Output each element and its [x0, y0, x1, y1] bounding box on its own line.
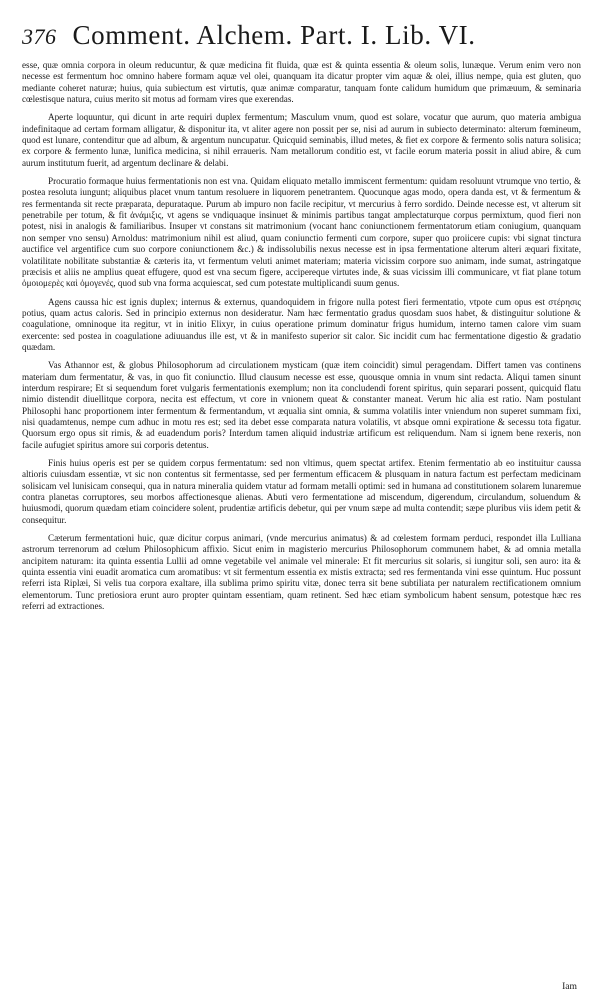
paragraph: Vas Athannor est, & globus Philosophorum ad circulationem mysticam (quæ item coincidit) simul peragendam. Differt tamen vas continens materiam dum fermentatur, & vas, in quo fit coniunctio. Illud clausum necesse est esse, quousque omnia in vnum sint redacta. Aliqui tamen sinunt interdum respirare; Et si sequendum foret vulgaris fermentationis exemplum; non ita concludendi forent spiritus, quin separari possent, quicquid flatu nimio distendit diuellitque corpora, necita est effectum, vt core in vnionem queat & constanter maneat. Verum hic alia est ratio. Nam postulant Philosophi hanc proportionem inter fermentum & fermentandum, vt æqualia sint omnia, & summa volatilis inter vniendum non superet summam fixi, nisi quadamtenus, nempe cum adhuc in motu res est; sed ita debet esse comparata natura volatilis, vt absque omni expiratione & secessu tota figatur. Quorsum ergo opus sit rimis, & ad euadendum poris? Interdum tamen aliquid industriæ artificum est reliquendum. Nam si ignem bene rexeris, non facile aufugiet spiritus amore sui corporis detentus.: [22, 360, 581, 450]
page-header: [22, 20, 581, 54]
paragraph: esse, quæ omnia corpora in oleum reducuntur, & quæ medicina fit fluida, quæ est & quinta essentia & oleum solis, lunæque. Verum enim vero non necesse est fermentum hoc omnino habere formam aquæ vel olei, quanquam ita dicatur propter vim aquæ & olei, illius nempe, quia est gluten, quo mediante coheret naturæ; huius, quia subiectum est virtutis, quæ animæ comparatur, tanquam fonte calidum humidum que primæuum, & seminaria cœlestisque natura, cuius merito sit motus ad formam vires que exerendas.: [22, 60, 581, 105]
paragraph: Finis huius operis est per se quidem corpus fermentatum: sed non vltimus, quem spectat artifex. Etenim fermentatio ab eo instituitur caussa altioris cuiusdam essentiæ, vt sic non contentus sit fermentasse, sed per fermentum efficacem & plusquam in natura factum est perfectam medicinam solisicam vel lunisicam consequi, qua in natura mineralia quidem vtatur ad formam metalli optimi: sed in humana ad constitutionem solarem lunaremue contra planetas corruptores, seu morbos affectionesque alienas. Abuti vero fermentatione ad miscendum, digerendum, circulandum, soluendum & huiusmodi, quorum quædam etiam coincidere solent, prudentiæ artificis debetur, qui per vnum sæpe ad multa contendit; sæpe pluribus viis idem petit & consequitur.: [22, 458, 581, 525]
page-number: 376: [22, 24, 57, 49]
text-body: [22, 60, 581, 612]
catchword: Iam: [562, 981, 577, 992]
paragraph: Aperte loquuntur, qui dicunt in arte requiri duplex fermentum; Masculum vnum, quod est solare, vocatur que aurum, quo materia ambigua indefinitaque ad certam formam alligatur, & disponitur ita, vt aliter agere non possit per se, nisi ad aurum in subiecto determinato: alterum fœmineum, quod est lunare, contenditur que ad album, & argentum nuncupatur. Quicquid seminabis, illud metes, & fiet ex corpore & fermento solis natura solisica; ex corpore & fermento lunæ, lunifica medicina, si nihil erraueris. Nam metallorum conditio est, vt facile eorum materia possit in aliud abire, & cum aurum institutum fuerit, ad argentum declinare & delabi.: [22, 112, 581, 168]
paragraph: Agens caussa hic est ignis duplex; internus & externus, quandoquidem in frigore nulla potest fieri fermentatio, vtpote cum opus est στέρησις potius, quam actus caloris. Sed in principio externus non desideratur. Nam hæc fermentatio gradus quosdam suos habet, & distinguitur solutione & coagulatione, omninoque ita regitur, vt in initio Elixyr, in cuius operatione primum dominatur frigus humidum, interno tamen calore vim suam exercente: sed postea in coagulatione adiuuandus ille est, vt & in manifesto superior sit calor. Sic incidit cum hac fermentatione digestio & gradatio quædam.: [22, 296, 581, 352]
paragraph: Cæterum fermentationi huic, quæ dicitur corpus animari, (vnde mercurius animatus) & ad cœlestem formam perduci, respondet illa Lulliana astrorum terrenorum ad cœlum Philosophicum affixio. Sicut enim in magisterio mercurius Philosophorum communem habet, & ad omnia metalla ancipitem naturam: ita quinta essentia Lullii ad omne vegetabile vel animale vel minerale: Et fit mercurius sit solaris, si iungitur soli, sen auro: ita & quinta essentia vini euadit aromatica cum aromatibus: vt sit fermentum essentia ex mistis extracta; sed res fermentanda vini esse quintum. Huc possunt referri ista Riplæi, Si velis tua corpora exaltare, illa sublima primo spiritu vitæ, donec terra sit bene subtiliata per naturalem rectificationem omnium elementorum. Tunc pretiosiora erunt auro propter quintam essentiam, quam retinent. Sed hæc etiam symbolicum habent sensum, potestque hæc res referri ad extractiones.: [22, 533, 581, 612]
paragraph: Procuratio formaque huius fermentationis non est vna. Quidam eliquato metallo immiscent fermentum: quidam resoluunt vtrumque vno tertio, & postea resoluta iungunt; aliquibus placet vnum tantum resoluere in liquorem penetrantem. Quocunque agas modo, opera danda est, vt & fermentum & res fermentanda sit recte præparata, depurataque. Purum ab impuro non facile recipitur, vt mercurius à ferro sordido. Deinde necesse est, vt alterum sit penetrabile per totum, & fit ἀνάμιξις, vt agens se vndiquaque insinuet & minimis partibus tangat amplectaturque corpus permixtum, quod fieri non potest, nisi in analogis & familiaribus. Insuper vt constans sit matrimonium (vocant hanc coniunctionem fermentatorum etiam coniugium, quanquam non semper vno sensu) Arnoldus: matrimonium nihil est aliud, quam coniunctio fermenti cum corpore, super quo proiicere cupis: vbi signat tinctura auctifice vel argentifice cum suo corpore coniunctionem &c.) & indissolubilis nexus necesse est in ipsa fermentatione alterum alteri æquari fixitate, volatilitate nobilitate substantiæ & cæteris ita, vt fermentum veluti animet materiam; materia vicissim corpore suo animam, inde sumat, astringatque præcisis et aliis ne amplius queat effugere, quod est vna secum figere, accipereque virtutes inde, & suas vicissim illi communicare, vt fiat plane totum ὁμοιομερὲς καὶ ὁμογενές, quod sub vna forma acquiescat, sed cum potestate multiplicandi suum genus.: [22, 176, 581, 289]
running-title: Comment. Alchem. Part. I. Lib. VI.: [72, 20, 476, 50]
